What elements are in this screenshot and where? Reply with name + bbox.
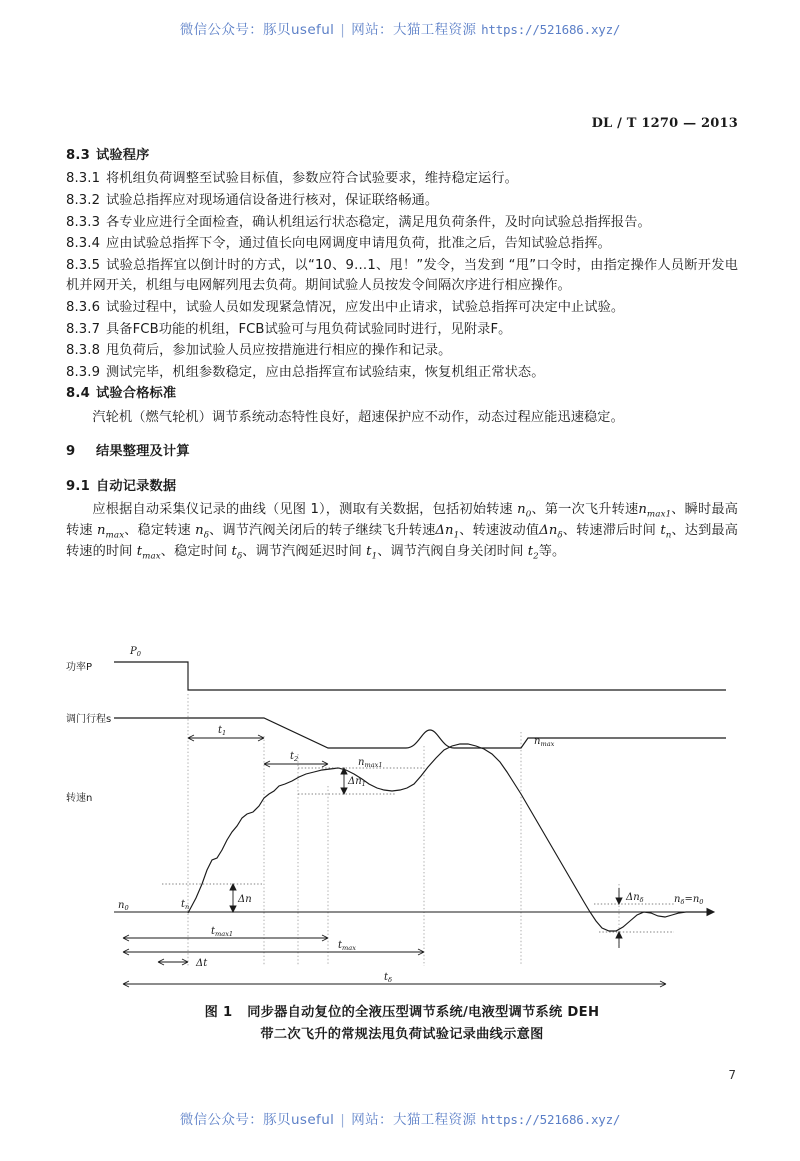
load-rejection-curve-chart bbox=[66, 636, 738, 996]
heading-9-1-number: 9.1 bbox=[66, 478, 90, 494]
power-axis-label: 功率P bbox=[66, 662, 93, 673]
clause-8-3-9 bbox=[66, 363, 738, 384]
figure-caption-line-2: 带二次飞升的常规法甩负荷试验记录曲线示意图 bbox=[260, 1027, 544, 1043]
delta-n-delta-label: $\Delta n_\delta$ bbox=[626, 892, 644, 904]
clause-8-3-2-text: 试验总指挥应对现场通信设备进行核对，保证联络畅通。 bbox=[106, 193, 439, 209]
n0-label: $n_0$ bbox=[118, 900, 129, 912]
sym-t2: $t_2$ bbox=[527, 543, 539, 562]
watermark-bottom-url: https://521686.xyz/ bbox=[481, 1112, 621, 1127]
sym-nmax1: $n_{max1}$ bbox=[638, 502, 672, 520]
sym-delta-n1: $\Delta n_1$ bbox=[435, 522, 460, 541]
clause-8-3-6 bbox=[66, 298, 738, 319]
c91-p11: 、调节汽阀自身关闭时间 bbox=[377, 543, 528, 559]
c91-p8: 、达到最高转速的时间 bbox=[66, 522, 739, 559]
clause-8-3-4-number: 8.3.4 bbox=[66, 236, 101, 252]
watermark-site-label: 网站： bbox=[351, 22, 393, 38]
tmax1-label: $t_{max1}$ bbox=[211, 926, 234, 938]
valve-stroke-axis-label: 调门行程s bbox=[66, 714, 112, 725]
clause-8-3-3-text: 各专业应进行全面检查，确认机组运行状态稳定，满足甩负荷条件，及时向试验总指挥报告。 bbox=[106, 214, 651, 230]
delta-n-label: Δn bbox=[238, 894, 252, 905]
watermark-bottom-separator: | bbox=[340, 1112, 346, 1128]
speed-axis-arrow bbox=[707, 909, 714, 916]
t-delta-label: $t_\delta$ bbox=[384, 972, 393, 984]
clause-8-3-5-number: 8.3.5 bbox=[66, 257, 101, 273]
sym-tdelta: $t_\delta$ bbox=[231, 543, 243, 562]
figure-caption-line-1 bbox=[66, 1002, 738, 1024]
clause-8-3-1-number: 8.3.1 bbox=[66, 171, 101, 187]
sym-ndelta: $n_\delta$ bbox=[195, 522, 210, 541]
tmax-label: $t_{max}$ bbox=[338, 940, 356, 952]
clause-8-3-6-number: 8.3.6 bbox=[66, 300, 101, 316]
delta-t-label: Δt bbox=[196, 958, 208, 969]
tn-label: $t_n$ bbox=[181, 899, 190, 911]
speed-series bbox=[66, 744, 714, 931]
power-series bbox=[66, 646, 726, 690]
clause-8-3-6-text: 试验过程中，试验人员如发现紧急情况，应发出中止请求，试验总指挥可决定中止试验。 bbox=[106, 300, 625, 316]
clause-8-3-9-number: 8.3.9 bbox=[66, 364, 101, 380]
heading-9 bbox=[66, 442, 738, 462]
heading-8-3 bbox=[66, 146, 738, 166]
dimension-tmax1 bbox=[123, 926, 328, 941]
dimension-delta-t bbox=[158, 958, 208, 969]
clause-8-3-4 bbox=[66, 234, 738, 255]
c91-p1: 应根据自动采集仪记录的曲线（见图 1），测取有关数据，包括初始转速 bbox=[92, 502, 518, 518]
watermark-site-name: 大猫工程资源 bbox=[392, 22, 477, 38]
power-initial-label: $P_0$ bbox=[130, 646, 141, 658]
watermark-url: https://521686.xyz/ bbox=[481, 22, 621, 37]
sym-delta-ndelta: $\Delta n_\delta$ bbox=[539, 522, 563, 541]
heading-8-4 bbox=[66, 384, 738, 404]
watermark-bottom-site-label: 网站： bbox=[351, 1112, 393, 1128]
heading-9-number: 9 bbox=[66, 444, 76, 460]
t2-label: $t_2$ bbox=[290, 751, 299, 763]
n-delta-equals-n0-label: $n_\delta=n_0$ bbox=[674, 894, 704, 906]
sym-tmax: $t_{max}$ bbox=[136, 543, 161, 562]
watermark-prefix: 微信公众号： bbox=[179, 22, 264, 38]
c91-p10: 、调节汽阀延迟时间 bbox=[242, 543, 367, 559]
dimension-t-delta bbox=[123, 972, 666, 987]
power-curve bbox=[114, 662, 726, 690]
clause-9-1-body bbox=[66, 500, 738, 562]
clause-8-3-7 bbox=[66, 320, 738, 341]
clause-8-3-8 bbox=[66, 341, 738, 362]
clause-8-3-5 bbox=[66, 256, 738, 297]
dimension-t2 bbox=[264, 751, 328, 767]
clause-8-3-9-text: 测试完毕，机组参数稳定，应由总指挥宣布试验结束，恢复机组正常状态。 bbox=[106, 364, 545, 380]
watermark-bottom-account: 豚贝useful bbox=[263, 1112, 335, 1128]
figure-1 bbox=[66, 636, 738, 1047]
heading-8-4-title: 试验合格标准 bbox=[96, 386, 177, 402]
c91-p12: 等。 bbox=[538, 543, 566, 559]
reference-gridlines bbox=[188, 694, 619, 966]
watermark-bottom bbox=[0, 1108, 800, 1128]
c91-p9: 、稳定时间 bbox=[160, 543, 232, 559]
c91-p7: 、转速滞后时间 bbox=[562, 522, 661, 538]
clause-8-3-5-text: 试验总指挥宜以倒计时的方式，以“10、9…1、甩！”发令，当发到 “甩”口令时，由指定操作人员断开发电机并网开关，机组与电网解列甩去负荷。期间试验人员按发令间隔次序进行相应操作。 bbox=[66, 257, 738, 294]
valve-stroke-curve bbox=[114, 718, 726, 748]
sym-t1: $t_1$ bbox=[366, 543, 378, 562]
valve-stroke-series bbox=[66, 712, 726, 748]
c91-p6: 、转速波动值 bbox=[459, 522, 540, 538]
watermark-bottom-prefix: 微信公众号： bbox=[179, 1112, 264, 1128]
dimension-tmax bbox=[123, 940, 424, 955]
sym-tn: $t_n$ bbox=[660, 522, 672, 541]
page-number: 7 bbox=[728, 1068, 736, 1082]
figure-caption-text-1: 同步器自动复位的全液压型调节系统/电液型调节系统 DEH bbox=[247, 1005, 600, 1020]
annotation-delta-n bbox=[162, 884, 264, 912]
clause-8-3-7-number: 8.3.7 bbox=[66, 321, 101, 337]
figure-caption bbox=[66, 1002, 738, 1047]
c91-p4: 、稳定转速 bbox=[124, 522, 196, 538]
watermark-separator: | bbox=[340, 22, 346, 38]
c91-p3: 、瞬时最高转速 bbox=[66, 502, 739, 538]
watermark-bottom-site-name: 大猫工程资源 bbox=[392, 1112, 477, 1128]
c91-p2: 、第一次飞升转速 bbox=[531, 502, 639, 518]
sym-nmax: $n_{max}$ bbox=[96, 522, 125, 541]
heading-8-4-number: 8.4 bbox=[66, 386, 90, 402]
clause-8-4-body: 汽轮机（燃气轮机）调节系统动态特性良好，超速保护应不动作，动态过程应能迅速稳定。 bbox=[92, 409, 624, 425]
clause-8-3-3-number: 8.3.3 bbox=[66, 214, 101, 230]
clause-8-3-1 bbox=[66, 169, 738, 190]
nmax1-label: $n_{max1}$ bbox=[358, 757, 383, 769]
running-head-standard-number: DL / T 1270 — 2013 bbox=[591, 116, 738, 131]
clause-8-3-2-number: 8.3.2 bbox=[66, 193, 101, 209]
heading-8-3-number: 8.3 bbox=[66, 148, 90, 163]
clause-8-3-8-text: 甩负荷后，参加试验人员应按措施进行相应的操作和记录。 bbox=[106, 343, 452, 359]
delta-n1-label: $\Delta n_1$ bbox=[348, 776, 366, 788]
clause-8-3-2 bbox=[66, 191, 738, 212]
document-body bbox=[66, 146, 738, 563]
watermark-account: 豚贝useful bbox=[263, 22, 335, 38]
heading-9-1-title: 自动记录数据 bbox=[96, 478, 177, 494]
t1-label: $t_1$ bbox=[218, 725, 227, 737]
watermark-top bbox=[0, 18, 800, 38]
heading-9-title: 结果整理及计算 bbox=[96, 444, 190, 460]
c91-p5: 、调节汽阀关闭后的转子继续飞升转速 bbox=[209, 522, 436, 538]
heading-9-1 bbox=[66, 477, 738, 497]
clause-8-3-3 bbox=[66, 213, 738, 234]
clause-8-3-8-number: 8.3.8 bbox=[66, 343, 101, 359]
sym-n0: $n_0$ bbox=[517, 502, 532, 520]
clause-8-3-1-text: 将机组负荷调整至试验目标值，参数应符合试验要求，维持稳定运行。 bbox=[106, 171, 518, 187]
clause-8-3-7-text: 具备FCB功能的机组，FCB试验可与甩负荷试验同时进行，见附录F。 bbox=[106, 321, 512, 337]
dimension-t1 bbox=[188, 725, 264, 741]
figure-number: 图 1 bbox=[204, 1005, 233, 1020]
annotation-delta-n-delta bbox=[594, 888, 703, 948]
clause-8-3-4-text: 应由试验总指挥下令，通过值长向电网调度申请甩负荷，批准之后，告知试验总指挥。 bbox=[106, 236, 611, 252]
heading-8-3-title: 试验程序 bbox=[96, 148, 150, 163]
nmax-label: $n_{max}$ bbox=[534, 736, 555, 748]
speed-axis-label: 转速n bbox=[66, 793, 93, 804]
